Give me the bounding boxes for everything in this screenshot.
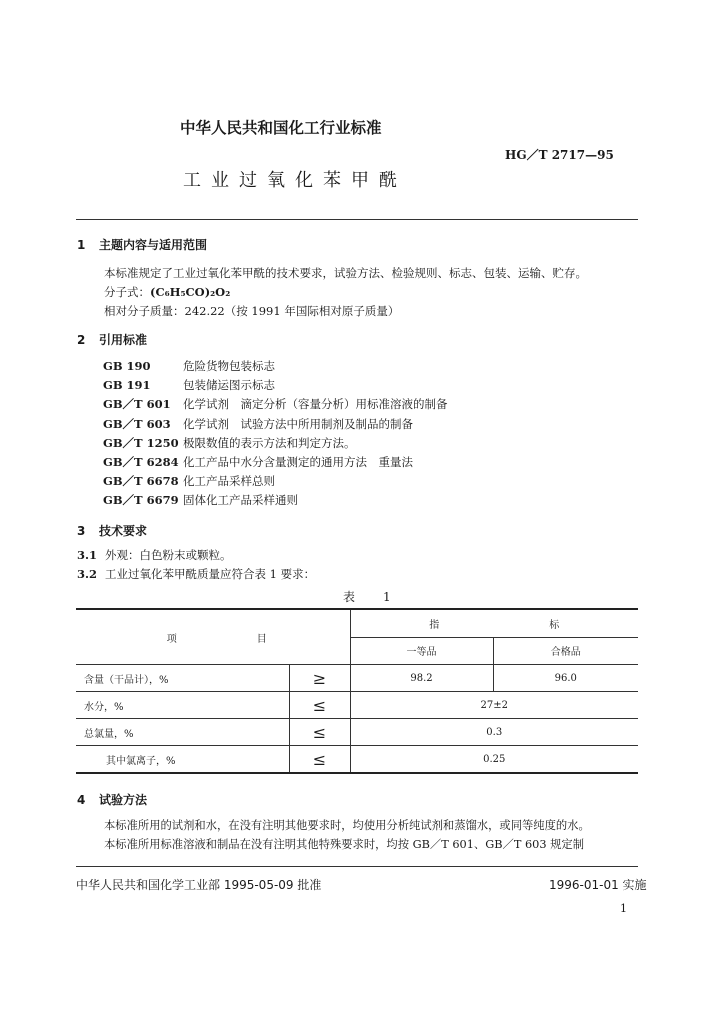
section-number: 3 xyxy=(77,524,86,538)
reference-item xyxy=(103,434,448,453)
molecular-mass-line: 相对分子质量：242.22（按 1991 年国际相对原子质量） xyxy=(104,304,400,319)
approval-note: 中华人民共和国化学工业部 1995-05-09 批准 xyxy=(76,878,322,892)
reference-title: 化工产品中水分含量测定的通用方法 重量法 xyxy=(183,455,413,470)
section-2-heading xyxy=(77,331,147,348)
footer-rule xyxy=(76,866,638,867)
reference-item xyxy=(103,472,448,491)
formula-line xyxy=(90,283,587,302)
item-header-b: 目 xyxy=(256,633,267,645)
standard-code: HG／T 2717—95 xyxy=(505,148,614,162)
reference-item xyxy=(103,376,448,395)
section-number: 1 xyxy=(77,238,86,252)
reference-item xyxy=(103,357,448,376)
test-paragraph-2: 本标准所用标准溶液和制品在没有注明其他特殊要求时，均按 GB／T 601、GB／T 603 规定制 xyxy=(104,838,585,851)
reference-item xyxy=(103,415,448,434)
section-1-body xyxy=(90,264,587,322)
section-title: 主题内容与适用范围 xyxy=(99,238,208,252)
grade-first: 一等品 xyxy=(350,637,493,665)
row-item-name: 总氯量，% xyxy=(76,719,289,746)
requirement-item xyxy=(77,546,315,565)
reference-code: GB／T 6679 xyxy=(103,493,179,508)
page-number: 1 xyxy=(620,902,627,915)
reference-code: GB／T 603 xyxy=(103,416,171,431)
row-symbol: ≤ xyxy=(289,746,350,774)
reference-title: 化工产品采样总则 xyxy=(183,474,275,489)
table-caption: 表 1 xyxy=(343,590,399,604)
row-value: 0.3 xyxy=(350,719,638,746)
implementation-date: 1996-01-01 实施 xyxy=(549,878,647,892)
header-rule xyxy=(76,219,638,220)
formula-label: 分子式： xyxy=(104,285,150,300)
reference-title: 包装储运图示标志 xyxy=(183,378,275,393)
requirement-text: 外观：白色粉末或颗粒。 xyxy=(105,548,232,562)
reference-title: 化学试剂 试验方法中所用制剂及制品的制备 xyxy=(183,416,413,431)
section-title: 技术要求 xyxy=(99,524,148,538)
row-value-first: 98.2 xyxy=(350,665,493,692)
row-value: 0.25 xyxy=(350,746,638,774)
row-value-qualified: 96.0 xyxy=(493,665,638,692)
row-value: 27±2 xyxy=(350,692,638,719)
reference-title: 极限数值的表示方法和判定方法。 xyxy=(183,435,356,450)
reference-list xyxy=(103,357,448,511)
section-number: 4 xyxy=(77,793,86,807)
reference-code: GB 190 xyxy=(103,359,151,373)
index-header-a: 指 xyxy=(429,619,440,631)
requirement-number: 3.1 xyxy=(77,548,98,562)
quality-table xyxy=(76,608,638,774)
reference-code: GB／T 6678 xyxy=(103,474,179,489)
reference-item xyxy=(103,453,448,472)
table-header-row xyxy=(76,609,638,637)
reference-title: 化学试剂 滴定分析（容量分析）用标准溶液的制备 xyxy=(183,397,448,412)
section-title: 引用标准 xyxy=(99,333,148,347)
index-header-cell xyxy=(350,609,638,637)
requirement-item xyxy=(77,565,315,584)
requirement-text: 工业过氧化苯甲酰质量应符合表 1 要求： xyxy=(105,567,316,582)
index-header-b: 标 xyxy=(549,619,560,631)
reference-item xyxy=(103,491,448,510)
formula: (C₆H₅CO)₂O₂ xyxy=(150,285,231,300)
row-symbol: ≤ xyxy=(289,719,350,746)
section-1-heading xyxy=(77,236,207,253)
section-3-heading xyxy=(77,522,147,539)
table-row xyxy=(76,746,638,774)
reference-code: GB／T 6284 xyxy=(103,455,179,470)
section-title: 试验方法 xyxy=(99,793,148,807)
table-row xyxy=(76,665,638,692)
requirement-number: 3.2 xyxy=(77,567,98,582)
grade-qualified: 合格品 xyxy=(493,637,638,665)
reference-code: GB 191 xyxy=(103,378,151,393)
reference-item xyxy=(103,395,448,414)
section-4-heading xyxy=(77,791,147,808)
row-item-name: 含量（干品计），% xyxy=(76,665,289,692)
document-title: 工业过氧化苯甲酰 xyxy=(183,170,407,191)
reference-title: 危险货物包装标志 xyxy=(183,359,275,373)
table-row xyxy=(76,692,638,719)
row-item-name: 水分，% xyxy=(76,692,289,719)
item-header-a: 项 xyxy=(166,633,177,645)
section-4-body xyxy=(90,816,590,854)
row-item-name: 其中氯离子，% xyxy=(76,746,289,774)
test-paragraph-1: 本标准所用的试剂和水，在没有注明其他要求时，均使用分析纯试剂和蒸馏水，或同等纯度的水。 xyxy=(104,819,590,832)
table-row xyxy=(76,719,638,746)
section-number: 2 xyxy=(77,333,86,347)
scope-paragraph: 本标准规定了工业过氧化苯甲酰的技术要求，试验方法、检验规则、标志、包装、运输、贮存。 xyxy=(104,266,587,280)
item-header-cell xyxy=(76,609,350,665)
row-symbol: ≥ xyxy=(289,665,350,692)
reference-code: GB／T 1250 xyxy=(103,435,179,450)
standard-type: 中华人民共和国化工行业标准 xyxy=(180,119,382,137)
requirements-list xyxy=(77,546,315,584)
row-symbol: ≤ xyxy=(289,692,350,719)
reference-title: 固体化工产品采样通则 xyxy=(183,493,298,508)
reference-code: GB／T 601 xyxy=(103,397,171,412)
